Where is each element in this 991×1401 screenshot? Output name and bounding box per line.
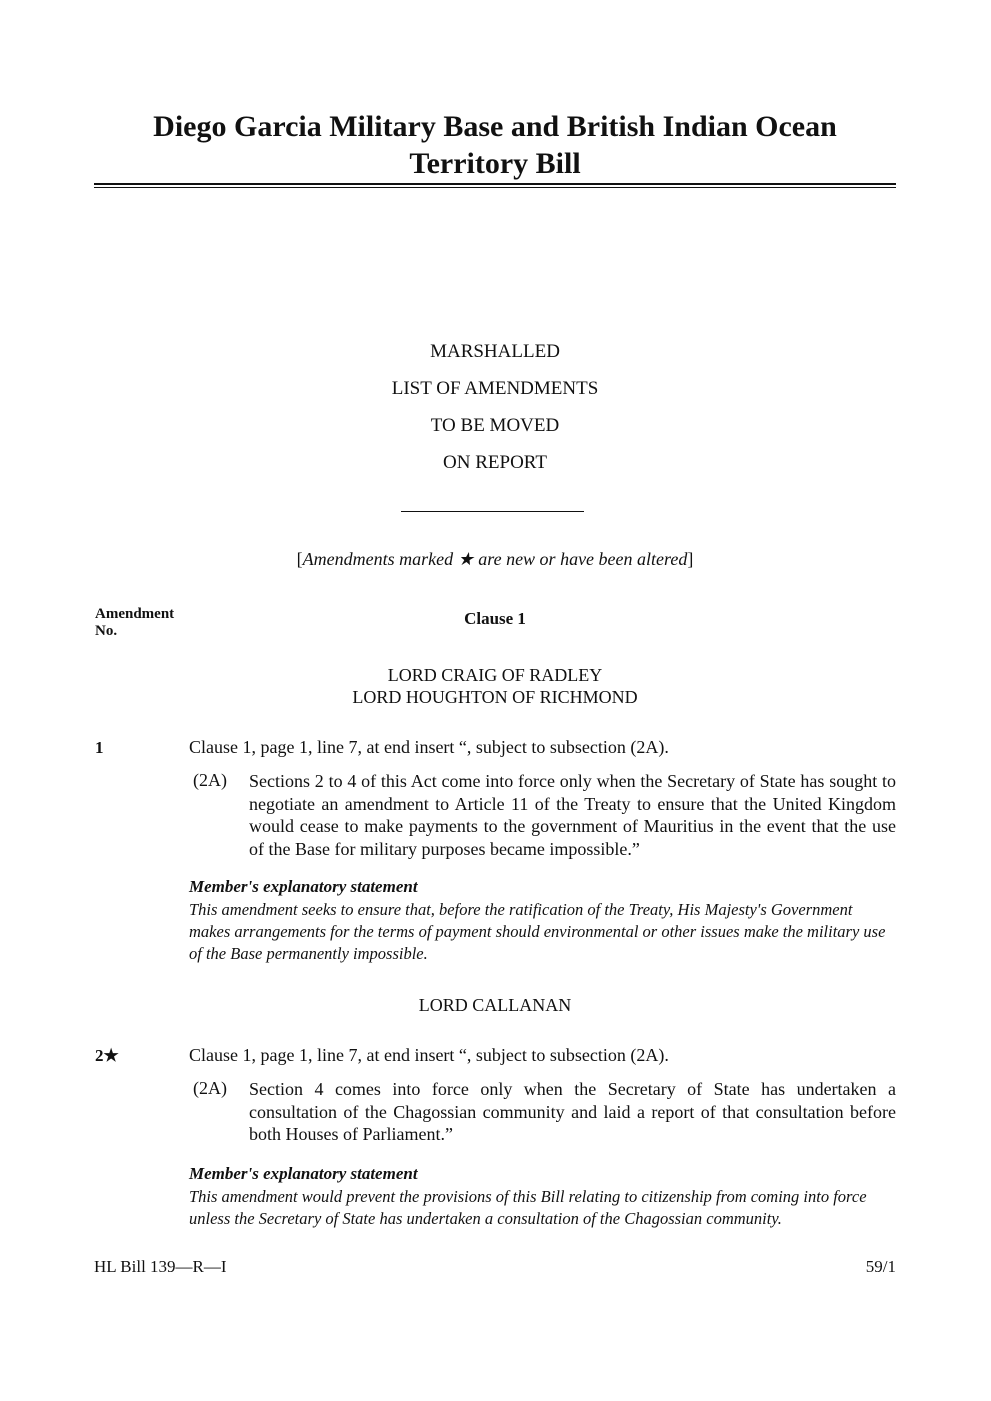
amendment-instruction: Clause 1, page 1, line 7, at end insert “, subject to subsection (2A). [189,1045,669,1065]
amendment-number: 2★ [95,1046,119,1065]
subsection-text: Section 4 comes into force only when the Secretary of State has undertaken a consultation of the Chagossian community and laid a report of that consultation before both Houses of Parliament.” [249,1079,896,1144]
sponsor: LORD CALLANAN [418,995,572,1015]
bill-title: Diego Garcia Military Base and British Indian Ocean Territory Bill [153,110,837,180]
sponsor: LORD CRAIG OF RADLEY [387,665,603,685]
amendment-instruction: Clause 1, page 1, line 7, at end insert “, subject to subsection (2A). [189,737,669,757]
statement-heading: Member's explanatory statement [189,1164,418,1183]
amendment-no-label: Amendment No. [95,606,175,639]
sponsor: LORD HOUGHTON OF RICHMOND [352,687,638,707]
note-text: Amendments marked ★ are new or have been altered [302,549,688,569]
subsection-label: (2A) [193,1078,227,1098]
heading-line: ON REPORT [443,452,547,473]
clause-heading: Clause 1 [464,609,526,628]
explanatory-statement: This amendment would prevent the provisions of this Bill relating to citizenship from coming into force unless the Secretary of State has undertaken a consultation of the Chagossian community. [189,1187,867,1228]
title-rule [94,183,896,185]
subsection-text: Sections 2 to 4 of this Act come into force only when the Secretary of State has sought to negotiate an amendment to Article 11 of the Treaty to ensure that the United Kingdom would cease to make payments to the government of Mauritius in the event that the use of the Base for military purposes became impossible.” [249,771,896,859]
bill-reference: HL Bill 139—R—I [94,1257,227,1276]
statement-heading: Member's explanatory statement [189,877,418,896]
explanatory-statement: This amendment seeks to ensure that, before the ratification of the Treaty, His Majesty's Government makes arrangements for the terms of payment should environmental or other issues make the military use of the Base permanently impossible. [189,900,886,963]
heading-line: MARSHALLED [430,341,560,362]
subsection-label: (2A) [193,770,227,790]
amendments-note: [Amendments marked ★ are new or have been altered] [296,549,694,569]
divider [401,511,584,512]
page-reference: 59/1 [865,1257,896,1276]
heading-line: LIST OF AMENDMENTS [391,378,599,399]
heading-line: TO BE MOVED [430,415,560,436]
title-rule-thin [94,187,896,188]
amendment-number: 1 [95,738,104,757]
